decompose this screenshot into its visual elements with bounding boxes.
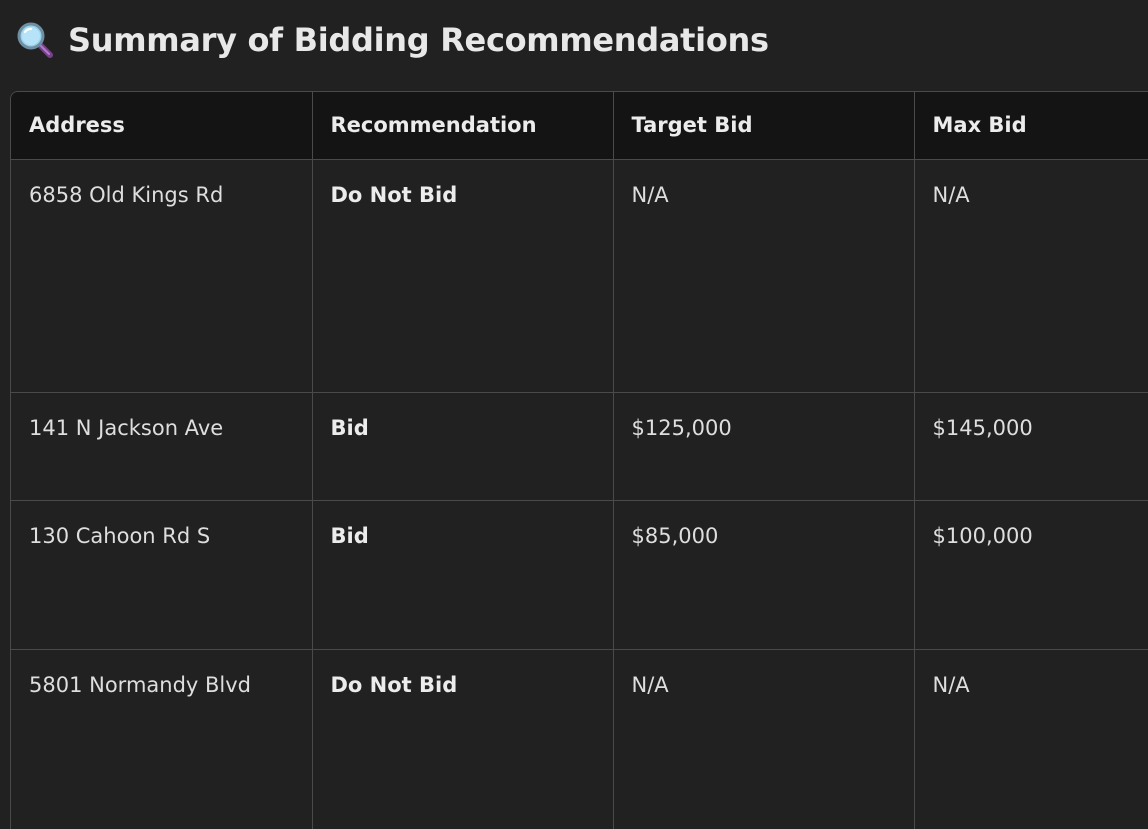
- target-bid-cell: $85,000: [613, 501, 914, 650]
- magnifying-glass-icon: [16, 21, 54, 59]
- target-bid-cell: N/A: [613, 160, 914, 393]
- target-bid-cell: $125,000: [613, 393, 914, 501]
- address-cell: 5801 Normandy Blvd: [11, 650, 312, 829]
- column-header-address: Address: [11, 92, 312, 160]
- column-header-target-bid: Target Bid: [613, 92, 914, 160]
- recommendation-cell: Do Not Bid: [312, 160, 613, 393]
- recommendation-cell: Do Not Bid: [312, 650, 613, 829]
- max-bid-cell: N/A: [914, 160, 1148, 393]
- max-bid-cell: $145,000: [914, 393, 1148, 501]
- target-bid-cell: N/A: [613, 650, 914, 829]
- address-cell: 141 N Jackson Ave: [11, 393, 312, 501]
- address-cell: 6858 Old Kings Rd: [11, 160, 312, 393]
- recommendation-cell: Bid: [312, 393, 613, 501]
- max-bid-cell: $100,000: [914, 501, 1148, 650]
- table-row: [11, 160, 1148, 393]
- table-row: [11, 501, 1148, 650]
- column-header-recommendation: Recommendation: [312, 92, 613, 160]
- recommendation-cell: Bid: [312, 501, 613, 650]
- address-cell: 130 Cahoon Rd S: [11, 501, 312, 650]
- column-header-max-bid: Max Bid: [914, 92, 1148, 160]
- section-heading: [16, 18, 769, 62]
- recommendations-table: [10, 91, 1148, 829]
- table-row: [11, 650, 1148, 829]
- table-row: [11, 393, 1148, 501]
- max-bid-cell: N/A: [914, 650, 1148, 829]
- table-header-row: [11, 92, 1148, 160]
- page-title: Summary of Bidding Recommendations: [68, 21, 769, 59]
